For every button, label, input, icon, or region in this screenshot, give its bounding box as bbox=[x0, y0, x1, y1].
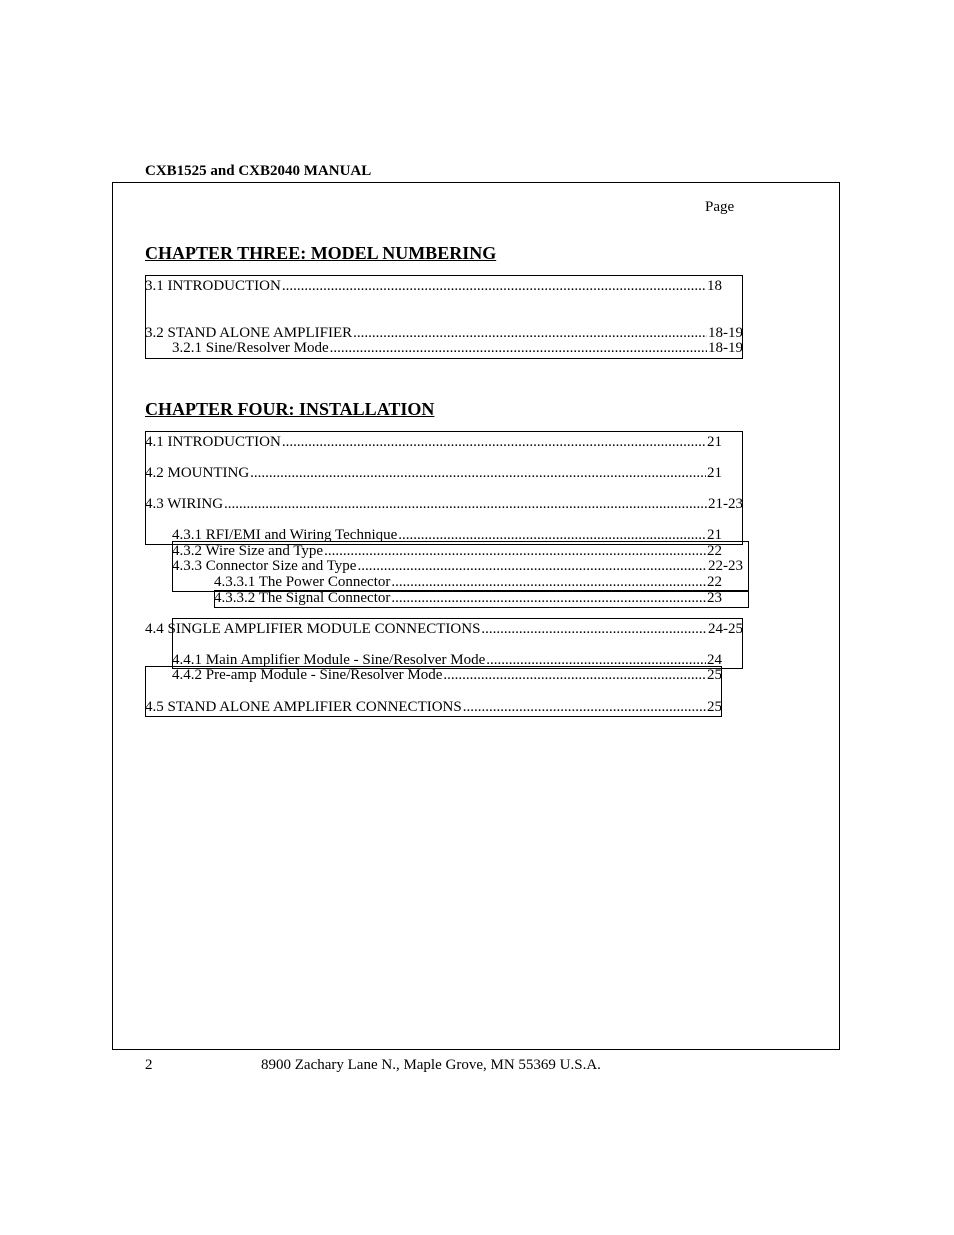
toc-entry-4-4-2[interactable] bbox=[172, 667, 722, 683]
toc-leader-dots bbox=[324, 543, 706, 559]
toc-entry-4-3-1[interactable] bbox=[172, 527, 722, 543]
toc-entry-4-2[interactable] bbox=[145, 465, 722, 481]
toc-leader-dots bbox=[224, 496, 707, 512]
toc-entry-text: 4.3.2 Wire Size and Type bbox=[172, 543, 324, 559]
toc-entry-text: 4.4 SINGLE AMPLIFIER MODULE CONNECTIONS bbox=[145, 621, 481, 637]
toc-entry-text: 4.3 WIRING bbox=[145, 496, 224, 512]
toc-entry-text: 4.2 MOUNTING bbox=[145, 465, 250, 481]
toc-entry-text: 3.1 INTRODUCTION bbox=[145, 278, 281, 294]
toc-entry-3-1[interactable] bbox=[145, 278, 722, 294]
toc-leader-dots bbox=[391, 574, 706, 590]
toc-entry-page: 18-19 bbox=[708, 340, 743, 356]
toc-entry-text: 4.4.1 Main Amplifier Module - Sine/Resolver Mode bbox=[172, 652, 486, 668]
toc-entry-page: 22-23 bbox=[708, 558, 743, 574]
toc-entry-text: 4.3.1 RFI/EMI and Wiring Technique bbox=[172, 527, 398, 543]
toc-entry-page: 24 bbox=[707, 652, 722, 668]
toc-entry-3-2[interactable] bbox=[145, 325, 743, 341]
chapter-four-title: CHAPTER FOUR: INSTALLATION bbox=[145, 399, 435, 419]
toc-entry-page: 22 bbox=[707, 543, 722, 559]
toc-entry-page: 18-19 bbox=[708, 325, 743, 341]
toc-leader-dots bbox=[443, 667, 706, 683]
manual-title: CXB1525 and CXB2040 MANUAL bbox=[145, 163, 372, 179]
toc-leader-dots bbox=[391, 590, 706, 606]
toc-leader-dots bbox=[357, 558, 707, 574]
toc-entry-page: 23 bbox=[707, 590, 722, 606]
toc-leader-dots bbox=[398, 527, 706, 543]
toc-entry-text: 4.3.3.2 The Signal Connector bbox=[214, 590, 391, 606]
toc-leader-dots bbox=[481, 621, 707, 637]
toc-entry-text: 3.2.1 Sine/Resolver Mode bbox=[172, 340, 329, 356]
toc-entry-page: 21 bbox=[707, 465, 722, 481]
toc-entry-page: 25 bbox=[707, 667, 722, 683]
toc-leader-dots bbox=[353, 325, 707, 341]
footer-page-number: 2 bbox=[145, 1057, 153, 1073]
toc-leader-dots bbox=[486, 652, 706, 668]
toc-entry-page: 25 bbox=[707, 699, 722, 715]
toc-entry-page: 24-25 bbox=[708, 621, 743, 637]
toc-entry-4-4-1[interactable] bbox=[172, 652, 722, 668]
toc-entry-text: 4.5 STAND ALONE AMPLIFIER CONNECTIONS bbox=[145, 699, 462, 715]
toc-entry-4-5[interactable] bbox=[145, 699, 722, 715]
toc-entry-4-3-3-2[interactable] bbox=[214, 590, 722, 606]
toc-entry-page: 21 bbox=[707, 434, 722, 450]
toc-entry-4-3-3-1[interactable] bbox=[214, 574, 722, 590]
toc-entry-3-2-1[interactable] bbox=[172, 340, 743, 356]
footer-address: 8900 Zachary Lane N., Maple Grove, MN 55369 U.S.A. bbox=[261, 1057, 601, 1073]
toc-entry-page: 21-23 bbox=[708, 496, 743, 512]
toc-entry-text: 4.3.3.1 The Power Connector bbox=[214, 574, 391, 590]
chapter-three-title: CHAPTER THREE: MODEL NUMBERING bbox=[145, 243, 497, 263]
toc-entry-4-3-2[interactable] bbox=[172, 543, 722, 559]
toc-leader-dots bbox=[330, 340, 707, 356]
toc-entry-page: 18 bbox=[707, 278, 722, 294]
toc-entry-4-4[interactable] bbox=[145, 621, 743, 637]
toc-entry-page: 22 bbox=[707, 574, 722, 590]
toc-leader-dots bbox=[463, 699, 706, 715]
toc-entry-4-1[interactable] bbox=[145, 434, 722, 450]
page-column-label: Page bbox=[705, 199, 735, 215]
toc-leader-dots bbox=[282, 278, 706, 294]
toc-entry-4-3-3[interactable] bbox=[172, 558, 743, 574]
toc-entry-page: 21 bbox=[707, 527, 722, 543]
toc-entry-text: 4.1 INTRODUCTION bbox=[145, 434, 281, 450]
toc-leader-dots bbox=[282, 434, 706, 450]
toc-entry-text: 3.2 STAND ALONE AMPLIFIER bbox=[145, 325, 353, 341]
toc-entry-text: 4.4.2 Pre-amp Module - Sine/Resolver Mode bbox=[172, 667, 443, 683]
toc-leader-dots bbox=[250, 465, 706, 481]
toc-entry-4-3[interactable] bbox=[145, 496, 743, 512]
toc-entry-text: 4.3.3 Connector Size and Type bbox=[172, 558, 357, 574]
